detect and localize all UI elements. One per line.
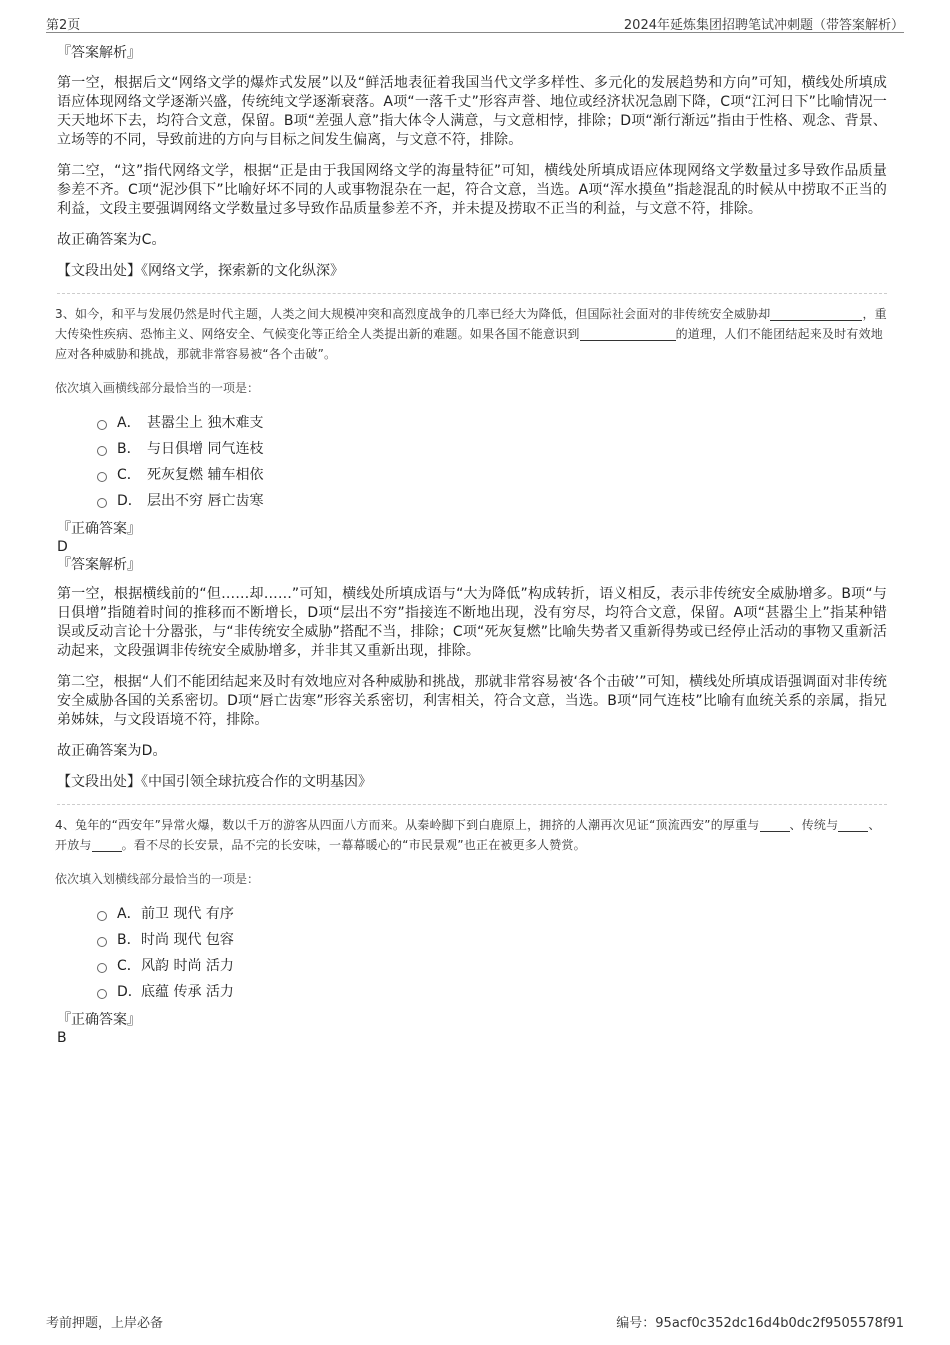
radio-icon[interactable]	[97, 989, 107, 999]
q4-stem	[55, 815, 887, 855]
q3-text-c: 的道理，人们不能团结起来及时有效地应对各种威胁和挑战，那就非常容易被“各个击破”。	[55, 327, 884, 361]
page-header	[46, 12, 904, 33]
q3-conclusion: 故正确答案为D。	[57, 743, 167, 759]
page-number: 第2页	[46, 18, 81, 33]
document-title: 2024年延炼集团招聘笔试冲刺题（带答案解析）	[623, 18, 904, 33]
q3-analysis-label: 『答案解析』	[57, 557, 141, 573]
q4-option-d[interactable]: D． 底蕴 传承 活力	[97, 979, 887, 1005]
q3-stem	[55, 304, 887, 364]
q2-analysis-label: 『答案解析』	[57, 45, 141, 61]
radio-icon[interactable]	[97, 472, 107, 482]
radio-icon[interactable]	[97, 498, 107, 508]
q4-text-c: 、开放与	[55, 818, 881, 852]
q4-blank-3	[92, 837, 122, 852]
radio-icon[interactable]	[97, 963, 107, 973]
q3-source: 【文段出处】《中国引领全球抗疫合作的文明基因》	[57, 774, 372, 790]
q3-option-a[interactable]: A． 甚嚣尘上 独木难支	[97, 410, 887, 436]
q3-analysis-para2: 第二空，根据“人们不能团结起来及时有效地应对各种威胁和挑战，那就非常容易被‘各个击破’”可知，横线处所填成语强调面对非传统安全威胁各国的关系密切。D项“唇亡齿寒”形容关系密切，利害相关，符合文意，当选。B项“同气连枝”比喻有血统关系的亲属，指兄弟姊妹，与文段语境不符，排除。	[57, 674, 887, 728]
document-body	[57, 44, 887, 1047]
q4-option-b[interactable]: B． 时尚 现代 包容	[97, 927, 887, 953]
q4-option-c[interactable]: C． 风韵 时尚 活力	[97, 953, 887, 979]
radio-icon[interactable]	[97, 420, 107, 430]
q3-prompt: 依次填入画横线部分最恰当的一项是：	[55, 381, 260, 395]
radio-icon[interactable]	[97, 937, 107, 947]
q4-answer: B	[57, 1030, 67, 1046]
divider	[57, 804, 887, 805]
q2-analysis-para2: 第二空，“这”指代网络文学，根据“正是由于我国网络文学的海量特征”可知，横线处所填成语应体现网络文学数量过多导致作品质量参差不齐。C项“泥沙俱下”比喻好坏不同的人或事物混杂在一起，符合文意，当选。A项“浑水摸鱼”指趁混乱的时候从中捞取不正当的利益，文段主要强调网络文学数量过多导致作品质量参差不齐，并未提及捞取不正当的利益，与文意不符，排除。	[57, 163, 887, 217]
q3-text-b: ，重大传染性疾病、恐怖主义、网络安全、气候变化等正给全人类提出新的难题。如果各国不能意识到	[55, 307, 887, 341]
q2-conclusion: 故正确答案为C。	[57, 232, 166, 248]
q3-option-c[interactable]: C． 死灰复燃 辅车相依	[97, 462, 887, 488]
q4-text-a: 4、兔年的“西安年”异常火爆，数以千万的游客从四面八方而来。从秦岭脚下到白鹿原上，拥挤的人潮再次见证“顶流西安”的厚重与	[55, 818, 760, 832]
q4-option-a[interactable]: A． 前卫 现代 有序	[97, 901, 887, 927]
q4-prompt: 依次填入划横线部分最恰当的一项是：	[55, 872, 260, 886]
footer-slogan: 考前押题，上岸必备	[46, 1316, 164, 1331]
q3-option-d[interactable]: D． 层出不穷 唇亡齿寒	[97, 488, 887, 514]
q3-options	[97, 410, 887, 514]
radio-icon[interactable]	[97, 911, 107, 921]
q3-answer: D	[57, 539, 68, 555]
q4-text-b: 、传统与	[789, 818, 839, 832]
q3-text-a: 3、如今，和平与发展仍然是时代主题，人类之间大规模冲突和高烈度战争的几率已经大为降低，但国际社会面对的非传统安全威胁却	[55, 307, 771, 321]
document-serial: 编号：95acf0c352dc16d4b0dc2f9505578f91	[616, 1316, 904, 1331]
q2-analysis-para1: 第一空，根据后文“网络文学的爆炸式发展”以及“鲜活地表征着我国当代文学多样性、多元化的发展趋势和方向”可知，横线处所填成语应体现网络文学逐渐兴盛，传统纯文学逐渐衰落。A项“一落千丈”形容声誉、地位或经济状况急剧下降，C项“江河日下”比喻情况一天天地坏下去，均符合文意，保留。B项“差强人意”指大体令人满意，与文意相悖，排除；D项“渐行渐远”指由于性格、观念、背景、立场等的不同，导致前进的方向与目标之间发生偏离，与文意不符，排除。	[57, 75, 887, 148]
q3-analysis-para1: 第一空，根据横线前的“但……却……”可知，横线处所填成语与“大为降低”构成转折，语义相反，表示非传统安全威胁增多。B项“与日俱增”指随着时间的推移而不断增长，D项“层出不穷”指接连不断地出现，没有穷尽，均符合文意，保留。A项“甚嚣尘上”指某种错误或反动言论十分嚣张，与“非传统安全威胁”搭配不当，排除；C项“死灰复燃”比喻失势者又重新得势或已经停止活动的事物又重新活动起来，文段强调非传统安全威胁增多，并非其又重新出现，排除。	[57, 586, 887, 659]
q4-text-d: 。看不尽的长安景，品不完的长安味，一幕幕暖心的“市民景观”也正在被更多人赞赏。	[121, 838, 586, 852]
divider	[57, 293, 887, 294]
q4-answer-label: 『正确答案』	[57, 1012, 141, 1028]
q3-blank-2	[580, 326, 676, 341]
q4-blank-1	[760, 817, 790, 832]
q2-source: 【文段出处】《网络文学，探索新的文化纵深》	[57, 263, 344, 279]
q3-blank-1	[770, 306, 862, 321]
q3-answer-label: 『正确答案』	[57, 521, 141, 537]
radio-icon[interactable]	[97, 446, 107, 456]
page-footer	[46, 1312, 904, 1332]
q4-blank-2	[838, 817, 868, 832]
q4-options	[97, 901, 887, 1005]
q3-option-b[interactable]: B． 与日俱增 同气连枝	[97, 436, 887, 462]
